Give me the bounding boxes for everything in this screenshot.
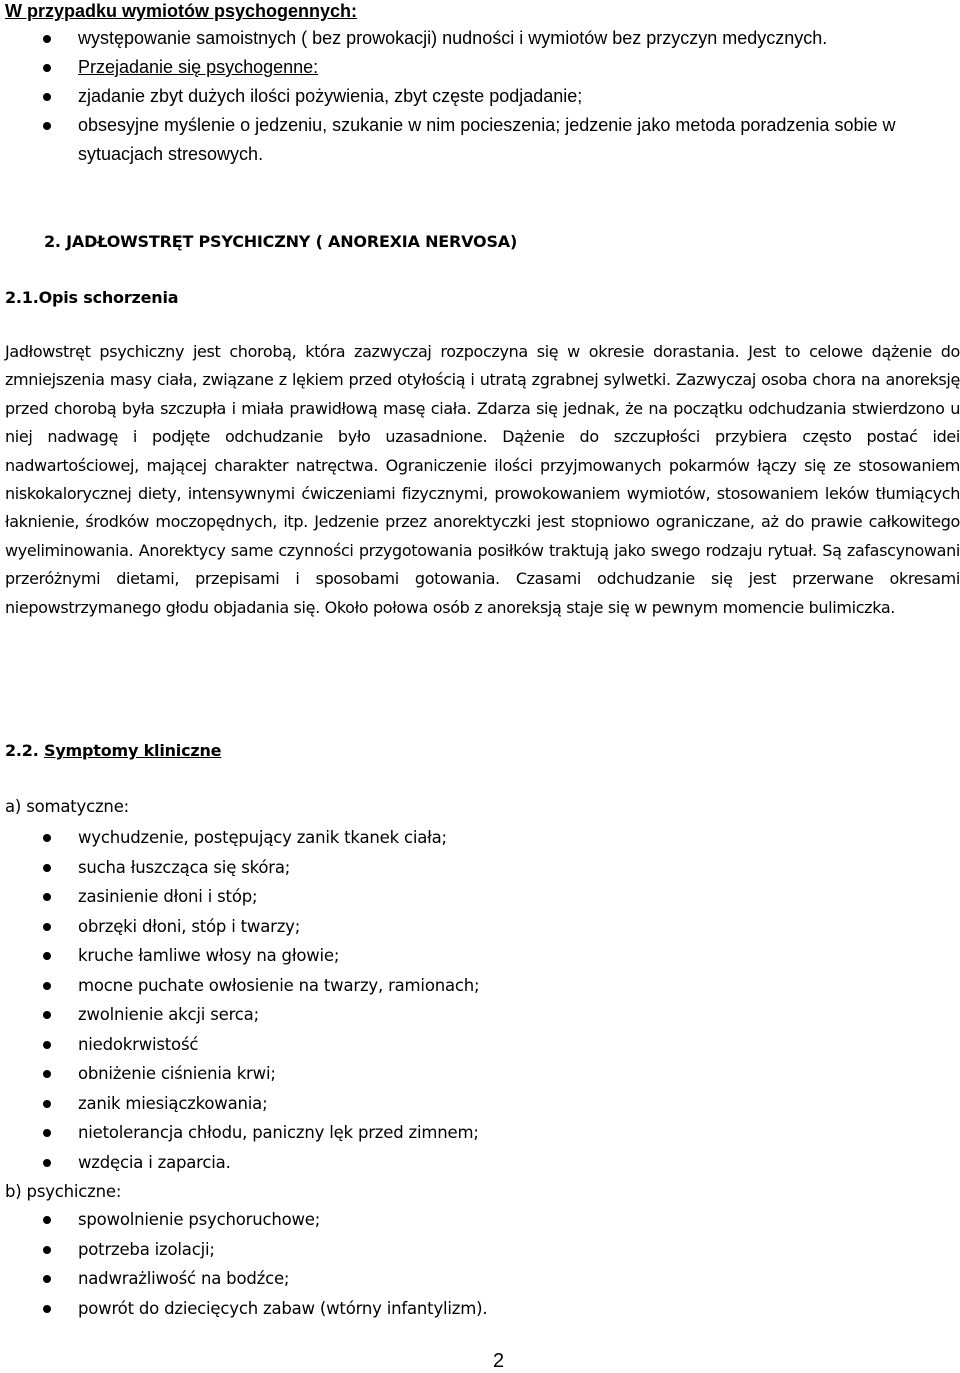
section-title-symptoms: [5, 740, 221, 762]
psychogenic-list: [5, 24, 960, 169]
list-item: powrót do dziecięcych zabaw (wtórny infantylizm).: [5, 1294, 960, 1324]
list-item: zjadanie zbyt dużych ilości pożywienia, zbyt częste podjadanie;: [5, 82, 960, 111]
section-title-anorexia: 2. JADŁOWSTRĘT PSYCHICZNY ( ANOREXIA NERVOSA): [44, 232, 518, 251]
section-title-description: 2.1.Opis schorzenia: [5, 288, 179, 307]
psychic-list: [5, 1205, 960, 1323]
list-item: mocne puchate owłosienie na twarzy, ramionach;: [5, 971, 960, 1001]
list-item: niedokrwistość: [5, 1030, 960, 1060]
section-title-text: Symptomy kliniczne: [44, 741, 222, 760]
list-item: spowolnienie psychoruchowe;: [5, 1205, 960, 1235]
list-item: sucha łuszcząca się skóra;: [5, 853, 960, 883]
somatic-label: a) somatyczne:: [5, 797, 130, 816]
list-item: obrzęki dłoni, stóp i twarzy;: [5, 912, 960, 942]
list-item: zanik miesiączkowania;: [5, 1089, 960, 1119]
list-item: wzdęcia i zaparcia.: [5, 1148, 960, 1178]
list-item: potrzeba izolacji;: [5, 1235, 960, 1265]
list-item: obniżenie ciśnienia krwi;: [5, 1059, 960, 1089]
psychic-label: b) psychiczne:: [5, 1182, 122, 1201]
list-item: wychudzenie, postępujący zanik tkanek ciała;: [5, 823, 960, 853]
section-number: 2.2.: [5, 741, 44, 760]
list-item: występowanie samoistnych ( bez prowokacji) nudności i wymiotów bez przyczyn medycznych.: [5, 24, 960, 53]
page-number: 2: [493, 1350, 505, 1372]
list-item: kruche łamliwe włosy na głowie;: [5, 941, 960, 971]
list-item: nietolerancja chłodu, paniczny lęk przed zimnem;: [5, 1118, 960, 1148]
subheading-overeating: Przejadanie się psychogenne:: [78, 57, 319, 77]
list-item: nadwrażliwość na bodźce;: [5, 1264, 960, 1294]
list-item: zwolnienie akcji serca;: [5, 1000, 960, 1030]
list-item: zasinienie dłoni i stóp;: [5, 882, 960, 912]
somatic-list: [5, 823, 960, 1177]
list-item: obsesyjne myślenie o jedzeniu, szukanie w nim pocieszenia; jedzenie jako metoda poradzenia sobie w sytuacjach stresowych.: [5, 111, 960, 169]
list-item: [5, 53, 960, 82]
heading-psychogenic-vomiting: W przypadku wymiotów psychogennych:: [5, 1, 358, 21]
description-paragraph: Jadłowstręt psychiczny jest chorobą, która zazwyczaj rozpoczyna się w okresie dorastania. Jest to celowe dążenie do zmniejszenia masy ciała, związane z lękiem przed otyłością i utratą zgrabnej sylwetki. Zazwyczaj osoba chora na anoreksję przed chorobą była szczupła i miała prawidłową masę ciała. Zdarza się jednak, że na początku odchudzania stwierdzono u niej nadwagę i podjęte odchudzanie było uzasadnione. Dążenie do szczupłości przybiera często postać idei nadwartościowej, mającej charakter natręctwa. Ograniczenie ilości przyjmowanych pokarmów łączy się ze stosowaniem niskokalorycznej diety, intensywnymi ćwiczeniami fizycznymi, prowokowaniem wymiotów, stosowaniem leków tłumiących łaknienie, środków moczopędnych, itp. Jedzenie przez anorektyczki jest stopniowo ograniczane, aż do prawie całkowitego wyeliminowania. Anorektycy same czynności przygotowania posiłków traktują jako swego rodzaju rytuał. Są zafascynowani przeróżnymi dietami, przepisami i sposobami gotowania. Czasami odchudzanie się jest przerwane okresami niepowstrzymanego głodu objadania się. Około połowa osób z anoreksją staje się w pewnym momencie bulimiczka.: [5, 342, 960, 617]
